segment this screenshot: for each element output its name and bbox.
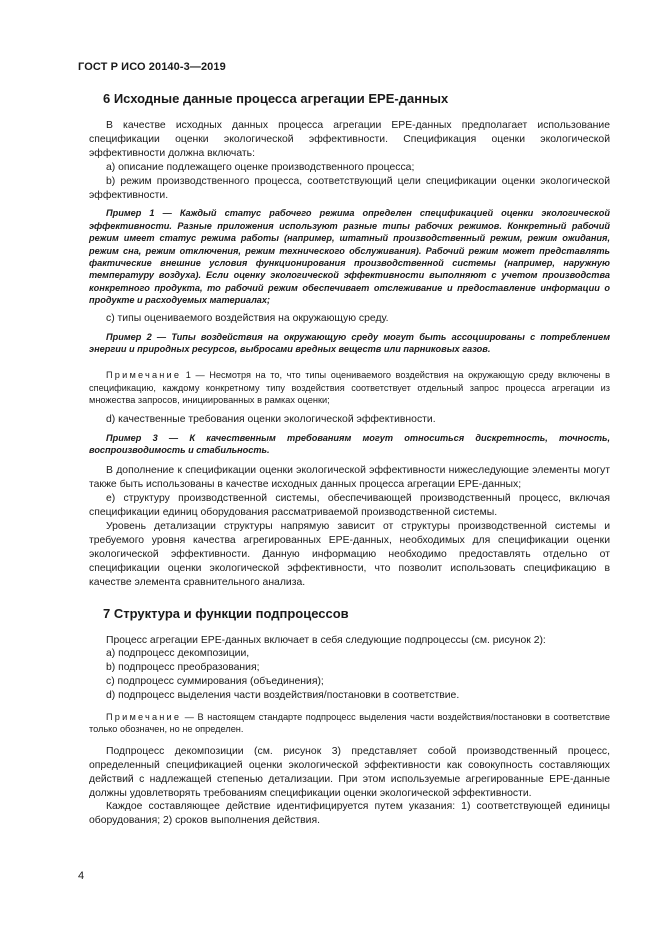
note-2 bbox=[89, 711, 610, 736]
example-2: Пример 2 — Типы воздействия на окружающую среду могут быть ассоциированы с потреблением энергии и природных ресурсов, выбросами вредных веществ или парниковых газов. bbox=[89, 331, 610, 354]
example-1: Пример 1 — Каждый статус рабочего режима определен спецификацией оценки экологической эффективности. Разные приложения используют разные типы рабочих режимов. Конкретный рабочий режим имеет статус режима работы (например, штатный производственный режим, режим ожидания, режим сна, режим отключения, режим технического обслуживания). Рабочий режим может представлять фактические внешние условия функционирования производственной системы (например, наружную температуру воздуха). Если оценку экологической эффективности выполняют с учетом производства конкретного продукта, то рабочий режим обеспечивает отслеживание и предоставление информации о продукте и расходуемых материалах; bbox=[89, 208, 610, 306]
page-number: 4 bbox=[78, 870, 85, 882]
subprocess-item-d: d) подпроцесс выделения части воздействия/постановки в соответствие. bbox=[106, 690, 460, 702]
note-1 bbox=[89, 369, 610, 406]
subprocess-item-a: a) подпроцесс декомпозиции, bbox=[106, 648, 250, 660]
list-item-a: a) описание подлежащего оценке производственного процесса; bbox=[106, 161, 415, 173]
section-7-paragraph-2: Подпроцесс декомпозиции (см. рисунок 3) представляет собой производственный процесс, определенный спецификацией оценки экологической эффективности как совокупность составляющих действий с надлежащей степенью детализации. При этом используемые агрегированные EPE-данные должны удовлетворять требованиям спецификации оценки экологической эффективности. bbox=[89, 745, 610, 799]
section-7-heading: 7 Структура и функции подпроцессов bbox=[103, 605, 349, 621]
note-1-text: 1 — Несмотря на то, что типы оцениваемого воздействия на окружающую среду включены в спецификацию, каждому конкретному типу воздействия соответствует отдельный запрос процесса агрегации из множества запросов, инициированных в рамках оценки; bbox=[89, 370, 610, 406]
section-7-paragraph-1: Процесс агрегации EPE-данных включает в себя следующие подпроцессы (см. рисунок 2): bbox=[106, 634, 546, 646]
list-item-b: b) режим производственного процесса, соответствующий цели спецификации оценки экологической эффективности. bbox=[89, 175, 610, 201]
note-1-label: Примечание bbox=[106, 370, 182, 381]
section-6-paragraph-1: В качестве исходных данных процесса агрегации EPE-данных предполагает использование спецификации оценки экологической эффективности. Спецификация оценки экологической эффективности должна включать: bbox=[89, 120, 610, 159]
section-6-heading: 6 Исходные данные процесса агрегации EPE-данных bbox=[103, 91, 449, 106]
list-item-e: e) структуру производственной системы, обеспечивающей производственный процесс, включая спецификации единиц оборудования рассматриваемой производственной системы. bbox=[89, 493, 610, 519]
document-code-header: ГОСТ Р ИСО 20140-3—2019 bbox=[78, 61, 226, 73]
list-item-d: d) качественные требования оценки экологической эффективности. bbox=[106, 413, 436, 425]
page-content bbox=[89, 91, 610, 828]
note-2-text: — В настоящем стандарте подпроцесс выделения части воздействия/постановки в соответствие только обозначен, но не определен. bbox=[89, 712, 610, 735]
subprocess-item-b: b) подпроцесс преобразования; bbox=[106, 662, 260, 674]
example-3: Пример 3 — К качественным требованиям могут относиться дискретность, точность, воспроизводимость и стабильность. bbox=[89, 432, 610, 455]
section-6-paragraph-2: В дополнение к спецификации оценки экологической эффективности нижеследующие элементы могут также быть использованы в качестве исходных данных процесса агрегации EPE-данных; bbox=[89, 465, 610, 491]
note-2-label: Примечание bbox=[106, 712, 182, 723]
section-6-paragraph-3: Уровень детализации структуры напрямую зависит от структуры производственной системы и требуемого уровня качества агрегированных EPE-данных, необходимых для спецификации оценки экологической эффективности. Данную информацию необходимо предоставлять отдельно от спецификации оценки экологической эффективности, что позволит использовать спецификацию в качестве элемента сравнительного анализа. bbox=[89, 520, 610, 588]
section-7-paragraph-3: Каждое составляющее действие идентифицируется путем указания: 1) соответствующей единицы оборудования; 2) сроков выполнения действия. bbox=[89, 801, 610, 827]
list-item-c: c) типы оцениваемого воздействия на окружающую среду. bbox=[106, 312, 389, 324]
subprocess-item-c: c) подпроцесс суммирования (объединения); bbox=[106, 676, 324, 688]
